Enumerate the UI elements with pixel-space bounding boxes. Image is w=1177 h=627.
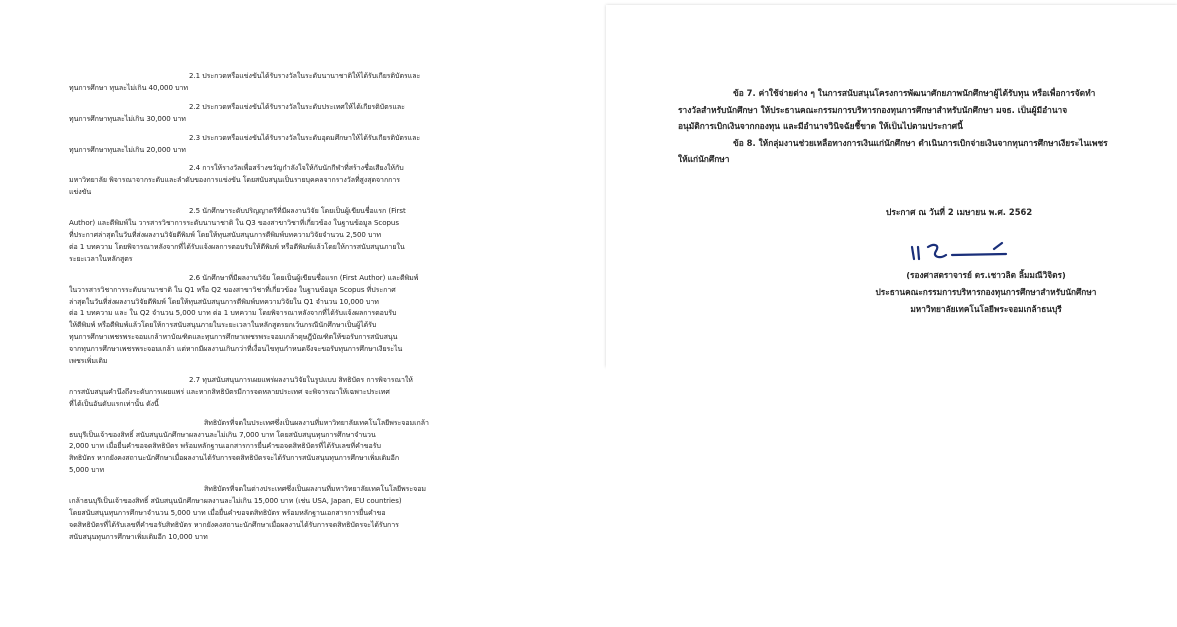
text-line: 2.5 นักศึกษาระดับปริญญาตรีที่มีผลงานวิจัย โดยเป็นผู้เขียนชื่อแรก (First [189,206,406,216]
text-line: ทุนการศึกษาทุนละไม่เกิน 30,000 บาท [69,113,186,123]
clause-7 [678,85,1148,135]
text-line: 2.4 การให้รางวัลเพื่อสร้างขวัญกำลังใจให้กับนักกีฬาที่สร้างชื่อเสียงให้กับ [189,163,404,173]
text-line: สิทธิบัตรที่จดในต่างประเทศซึ่งเป็นผลงานที่มหาวิทยาลัยเทคโนโลยีพระจอม [204,484,426,494]
text-line: แข่งขัน [69,187,92,197]
text-line: สิทธิบัตรที่จดในประเทศซึ่งเป็นผลงานที่มหาวิทยาลัยเทคโนโลยีพระจอมเกล้า [204,417,429,427]
text-line: 2.3 ประกวดหรือแข่งขันได้รับรางวัลในระดับอุดมศึกษาให้ได้รับเกียรติบัตรและ [189,132,421,142]
text-line: มหาวิทยาลัย พิจารณาจากระดับและลำดับของการแข่งขัน โดยสนับสนุนเป็นรายบุคคลจากรางวัลที่สูงสุดจากการ [69,175,401,185]
clause-2-3 [69,132,479,156]
patent-foreign [69,483,479,543]
text-line: ธนบุรีเป็นเจ้าของสิทธิ์ สนับสนุนนักศึกษาผลงานละไม่เกิน 7,000 บาท โดยสนับสนุนทุนการศึกษาจำนวน [69,429,376,439]
clause-8 [678,135,1148,168]
left-page-body [69,70,479,550]
text-line: ที่ได้เป็นอันดับแรกเท่านั้น ดังนี้ [69,398,159,408]
document-page-right [606,5,1177,367]
text-line: Author) และตีพิมพ์ใน วารสารวิชาการระดับนานาชาติ ใน Q3 ของสาขาวิชาที่เกี่ยวข้อง ในฐานข้อมูล Scopus [69,218,399,228]
text-line: ต่อ 1 บทความ โดยพิจารณาหลังจากที่ได้รับแจ้งผลการตอบรับให้ตีพิมพ์ หรือตีพิมพ์แล้วโดยให้การสนับสนุนภายใน [69,241,405,251]
handwritten-signature [906,237,1016,265]
clause-2-7 [69,374,479,410]
right-page-body [678,85,1148,168]
text-line: ข้อ 8. ให้กลุ่มงานช่วยเหลือทางการเงินแก่นักศึกษา ดำเนินการเบิกจ่ายเงินจากทุนการศึกษาเงียระไนเพชร [733,137,1108,148]
text-line: 2.1 ประกวดหรือแข่งขันได้รับรางวัลในระดับนานาชาติให้ได้รับเกียรติบัตรและ [189,71,421,80]
text-line: ต่อ 1 บทความ และ ใน Q2 จำนวน 5,000 บาท ต่อ 1 บทความ โดยพิจารณาหลังจากที่ได้รับแจ้งผลการตอบรับ [69,308,397,318]
text-line: 2.2 ประกวดหรือแข่งขันได้รับรางวัลในระดับประเทศให้ได้เกียรติบัตรและ [189,101,405,111]
text-line: เกล้าธนบุรีเป็นเจ้าของสิทธิ์ สนับสนุนนักศึกษาผลงานละไม่เกิน 15,000 บาท (เช่น USA, Japan, EU countries) [69,496,402,506]
text-line: ให้ตีพิมพ์ หรือตีพิมพ์แล้วโดยให้การสนับสนุนภายในระยะเวลาในหลักสูตรยกเว้นกรณีนักศึกษาเป็นผู้ได้รับ [69,320,377,330]
text-line: โดยสนับสนุนทุนการศึกษาจำนวน 5,000 บาท เมื่อยื่นคำขอจดสิทธิบัตร พร้อมหลักฐานเอกสารการยื่นคำขอ [69,508,386,517]
text-line: การสนับสนุนคำนึงถึงระดับการเผยแพร่ และหากสิทธิบัตรมีการจดหลายประเทศ จะพิจารณาให้เฉพาะประเทศ [69,386,390,396]
text-line: สนับสนุนทุนการศึกษาเพิ่มเติมอีก 10,000 บาท [69,531,208,541]
signatory-organization: มหาวิทยาลัยเทคโนโลยีพระจอมเกล้าธนบุรี [910,304,1062,314]
text-line: ในวารสารวิชาการระดับนานาชาติ ใน Q1 หรือ Q2 ของสาขาวิชาที่เกี่ยวข้อง ในฐานข้อมูล Scopus ที่ประกาศ [69,284,396,294]
text-line: จดสิทธิบัตรที่ได้รับเลขที่คำขอรับสิทธิบัตร หากยังคงสถานะนักศึกษาเมื่อผลงานได้รับการจดสิทธิบัตรจะได้รับการ [69,519,399,529]
text-line: รางวัลสำหรับนักศึกษา ให้ประธานคณะกรรมการบริหารกองทุนการศึกษาสำหรับนักศึกษา มจธ. เป็นผู้มีอำนาจ [678,104,1068,115]
signatory-block [836,267,1136,318]
text-line: ทุนการศึกษาทุนละไม่เกิน 20,000 บาท [69,144,186,154]
text-line: ให้แก่นักศึกษา [678,154,730,164]
text-line: อนุมัติการเบิกเงินจากกองทุน และมีอำนาจวินิจฉัยชี้ขาด ให้เป็นไปตามประกาศนี้ [678,121,963,131]
text-line: ระยะเวลาในหลักสูตร [69,253,133,263]
patent-domestic [69,417,479,477]
clause-2-5 [69,205,479,265]
text-line: 2.6 นักศึกษาที่มีผลงานวิจัย โดยเป็นผู้เขียนชื่อแรก (First Author) และตีพิมพ์ [189,272,419,282]
text-line: เพชรเพิ่มเติม [69,356,108,366]
text-line: ที่ประกาศล่าสุดในวันที่ส่งผลงานวิจัยตีพิมพ์ โดยให้ทุนสนับสนุนการตีพิมพ์บทความวิจัยจำนวน 2,500 บาท [69,229,381,239]
text-line: ทุนการศึกษา ทุนละไม่เกิน 40,000 บาท [69,82,189,92]
text-line: ข้อ 7. ค่าใช้จ่ายต่าง ๆ ในการสนับสนุนโครงการพัฒนาศักยภาพนักศึกษาผู้ได้รับทุน หรือเพื่อการจัดทำ [733,88,1096,98]
announcement-date: ประกาศ ณ วันที่ 2 เมษายน พ.ศ. 2562 [886,207,1033,217]
text-line: จากทุนการศึกษาเพชรพระจอมเกล้า แต่หากมีผลงานเกินกว่าที่เงื่อนไขทุนกำหนดจึงจะขอรับทุนการศึกษาเงียระไน [69,344,403,354]
signatory-name: (รองศาสตราจารย์ ดร.เชาวลิต ลิ้มมณีวิจิตร) [906,270,1066,280]
clause-2-6 [69,272,479,367]
text-line: สิทธิบัตร หากยังคงสถานะนักศึกษาเมื่อผลงานได้รับการจดสิทธิบัตรจะได้รับการสนับสนุนทุนการศึกษาเพิ่มเติมอีก [69,453,400,463]
text-line: 5,000 บาท [69,465,105,475]
text-line: 2.7 ทุนสนับสนุนการเผยแพร่ผลงานวิจัยในรูปแบบ สิทธิบัตร การพิจารณาให้ [189,374,413,384]
clause-2-2 [69,101,479,125]
clause-2-1 [69,70,479,94]
text-line: 2,000 บาท เมื่อยื่นคำขอจดสิทธิบัตร พร้อมหลักฐานเอกสารการยื่นคำขอจดสิทธิบัตรที่ได้รับเลขที่คำขอรับ [69,441,381,451]
document-page-left [0,0,527,627]
background-area [606,367,1177,627]
text-line: ทุนการศึกษาเพชรพระจอมเกล้าหาบัณฑิตและทุนการศึกษาเพชรพระจอมเกล้าดุษฎีบัณฑิตให้ขอรับการสนับสนุน [69,332,398,342]
signatory-title: ประธานคณะกรรมการบริหารกองทุนการศึกษาสำหรับนักศึกษา [875,287,1097,297]
page-gap [527,0,606,627]
text-line: ล่าสุดในวันที่ส่งผลงานวิจัยตีพิมพ์ โดยให้ทุนสนับสนุนการตีพิมพ์บทความวิจัยใน Q1 จำนวน 10,000 บาท [69,296,379,306]
clause-2-4 [69,162,479,198]
